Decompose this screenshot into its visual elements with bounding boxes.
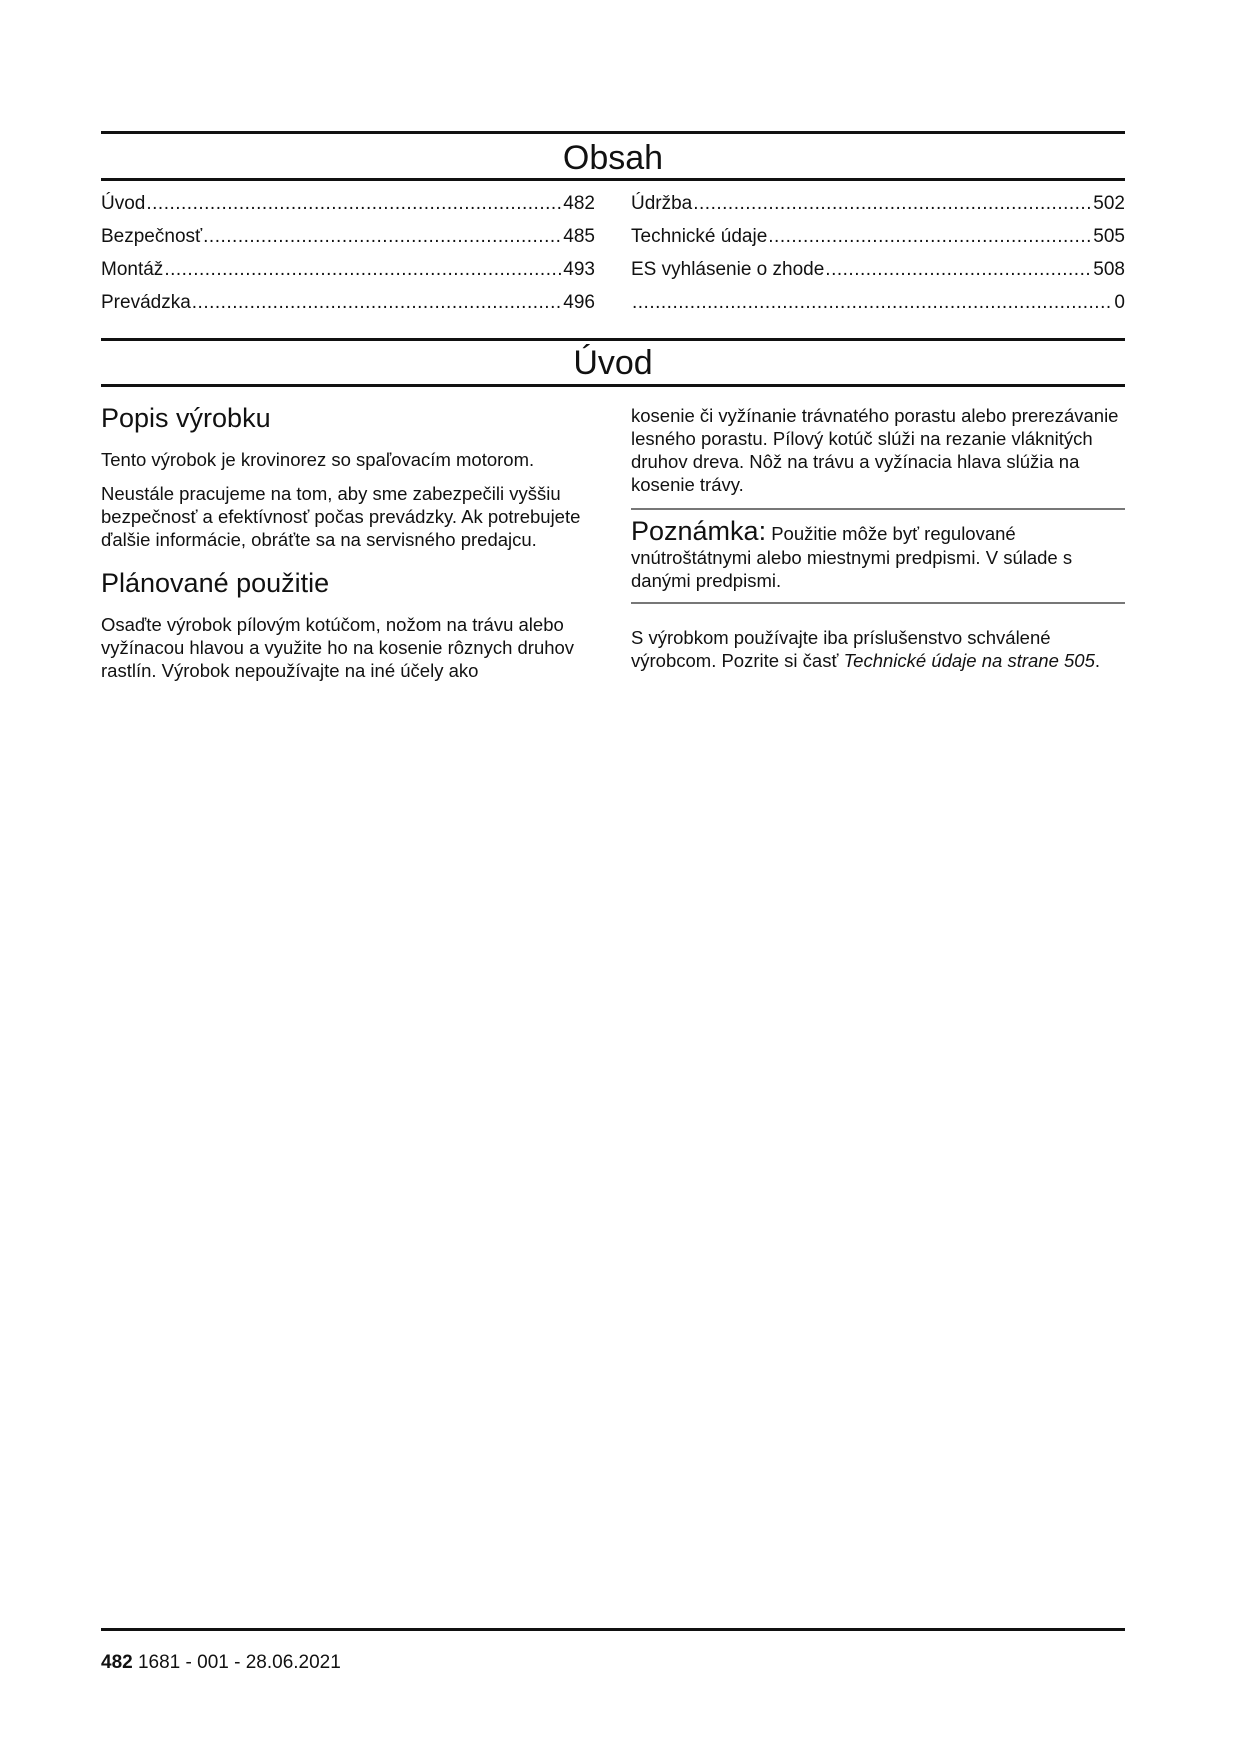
toc-entry-label: Technické údaje	[631, 226, 768, 247]
toc-entry-page: 496	[563, 292, 595, 313]
toc-title: Obsah	[562, 139, 664, 177]
toc-leader	[825, 253, 1092, 286]
accessory-text-end: .	[1094, 650, 1101, 671]
technical-data-reference-link[interactable]: Technické údaje na strane 505	[843, 650, 1095, 671]
intro-title-rule	[101, 384, 1125, 387]
toc-entry-page: 0	[1114, 292, 1125, 313]
note-label: Poznámka:	[631, 516, 767, 546]
toc-leader	[192, 286, 563, 319]
toc-entry-es-vyhlasenie[interactable]	[631, 253, 1125, 286]
page-number: 482	[101, 1652, 133, 1673]
toc-entry-technicke-udaje[interactable]	[631, 220, 1125, 253]
accessory-text-body: S výrobkom používajte iba príslušenstvo schválené výrobcom. Pozrite si časť	[631, 627, 1051, 671]
toc-top-rule	[101, 131, 1125, 134]
toc-entry-page: 502	[1093, 193, 1125, 214]
toc-right-column	[631, 187, 1125, 319]
toc-entry-label: ES vyhlásenie o zhode	[631, 259, 825, 280]
accessory-text	[631, 626, 1125, 672]
toc-entry-page: 508	[1093, 259, 1125, 280]
product-description-text: Tento výrobok je krovinorez so spaľovacím motorom.	[101, 449, 535, 470]
toc-leader	[164, 253, 562, 286]
intended-use-text: Osaďte výrobok pílovým kotúčom, nožom na trávu alebo vyžínacou hlavou a využite ho na kosenie rôznych druhov rastlín. Výrobok nepoužívajte na iné účely ako	[101, 614, 575, 681]
toc-leader	[768, 220, 1092, 253]
toc-entry-page: 485	[563, 226, 595, 247]
toc-leader	[693, 187, 1092, 220]
toc-entry-page: 505	[1093, 226, 1125, 247]
intro-left-column	[101, 402, 601, 693]
note-text: Použitie môže byť regulované vnútroštátnymi alebo miestnymi predpismi. V súlade s danými predpismi.	[631, 523, 1073, 591]
toc-entry-page: 493	[563, 259, 595, 280]
toc-entry-label: Prevádzka	[101, 292, 191, 313]
product-description-text-2: Neustále pracujeme na tom, aby sme zabezpečili vyššiu bezpečnosť a efektívnosť počas prevádzky. Ak potrebujete ďalšie informácie, obráťte sa na servisného predajcu.	[101, 483, 581, 550]
note-box	[631, 508, 1125, 604]
toc-title-rule	[101, 178, 1125, 181]
toc-entry-montaz[interactable]	[101, 253, 595, 286]
intro-right-column	[631, 404, 1125, 683]
toc-entry-page: 482	[563, 193, 595, 214]
toc-entry-label: Údržba	[631, 193, 693, 214]
toc-leader	[632, 286, 1113, 319]
toc-entry-prevadzka[interactable]	[101, 286, 595, 319]
document-info: 1681 - 001 - 28.06.2021	[137, 1652, 341, 1673]
footer-rule	[101, 1628, 1125, 1631]
toc-entry-label: Bezpečnosť	[101, 226, 203, 247]
intro-title: Úvod	[573, 344, 653, 382]
toc-left-column	[101, 187, 595, 319]
product-description-heading: Popis výrobku	[101, 403, 271, 433]
toc-leader	[203, 220, 562, 253]
toc-entry-label: Úvod	[101, 193, 146, 214]
toc-leader	[146, 187, 562, 220]
page-footer	[101, 1652, 341, 1674]
toc-entry-udrzba[interactable]	[631, 187, 1125, 220]
intended-use-text-continued: kosenie či vyžínanie trávnatého porastu alebo prerezávanie lesného porastu. Pílový kotúč slúži na rezanie vláknitých druhov dreva. Nôž na trávu a vyžínacia hlava slúžia na kosenie trávy.	[631, 405, 1119, 495]
toc-entry-uvod[interactable]	[101, 187, 595, 220]
toc-entry-label: Montáž	[101, 259, 164, 280]
toc-entry-bezpecnost[interactable]	[101, 220, 595, 253]
intro-top-rule	[101, 338, 1125, 341]
intended-use-heading: Plánované použitie	[101, 568, 330, 598]
toc-entry-empty[interactable]	[631, 286, 1125, 319]
